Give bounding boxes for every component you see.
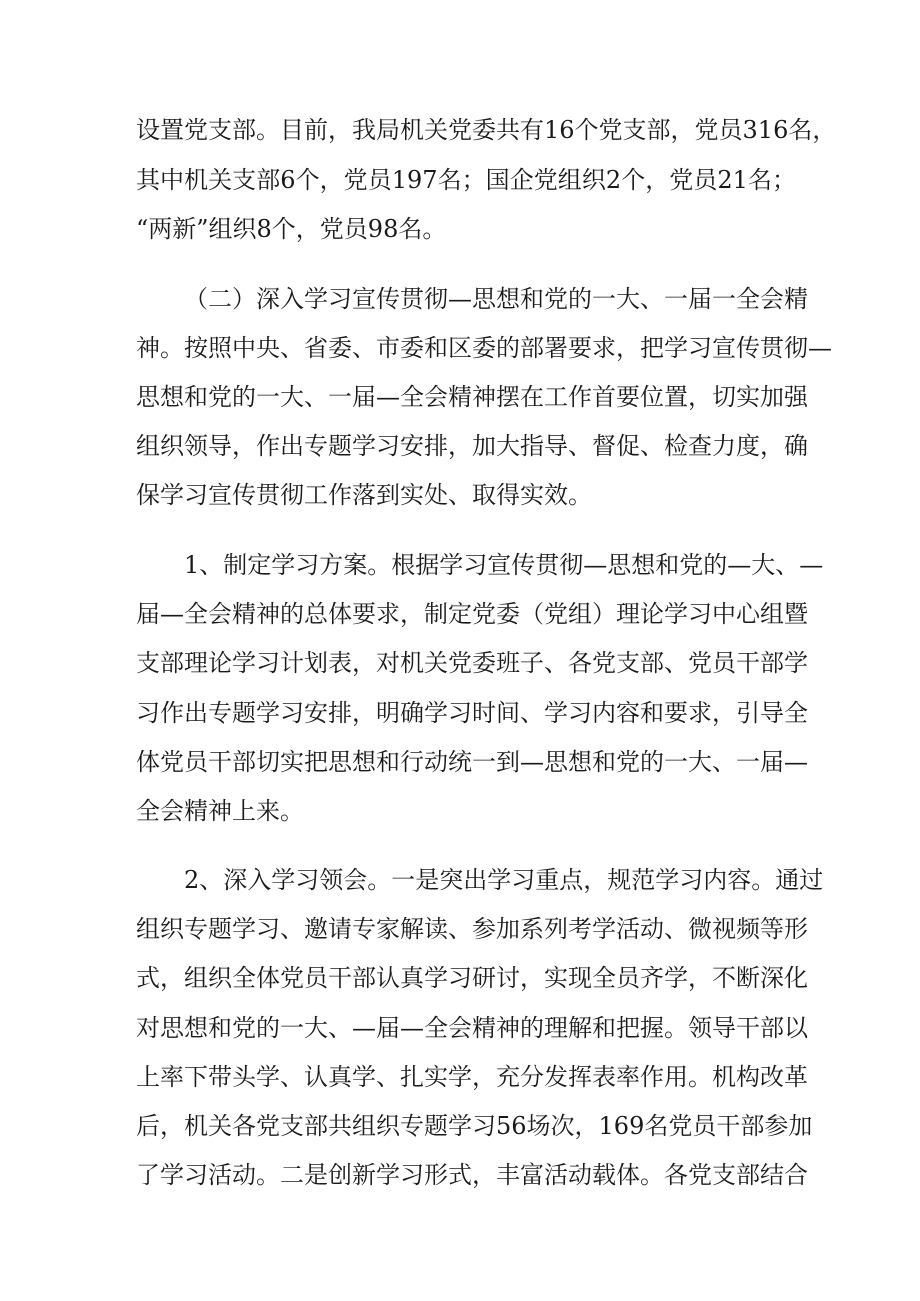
text-line: 设置党支部。目前，我局机关党委共有16个党支部，党员316名，: [136, 116, 837, 144]
text-line: 保学习宣传贯彻工作落到实处、取得实效。: [136, 481, 592, 509]
text-line: 全会精神上来。: [136, 797, 304, 825]
text-line: 上率下带头学、认真学、扎实学，充分发挥表率作用。机构改革: [136, 1063, 808, 1091]
text-line: 式，组织全体党员干部认真学习研讨，实现全员齐学，不断深化: [136, 964, 808, 992]
text-line: 思想和党的一大、一届—全会精神摆在工作首要位置，切实加强: [136, 383, 808, 411]
text-line: 了学习活动。二是创新学习形式，丰富活动载体。各党支部结合: [136, 1161, 808, 1189]
text-line: 后，机关各党支部共组织专题学习56场次，169名党员干部参加: [136, 1112, 813, 1140]
text-line: 组织领导，作出专题学习安排，加大指导、督促、检查力度，确: [136, 432, 808, 460]
text-line: 其中机关支部6个，党员197名；国企党组织2个，党员21名；: [136, 166, 796, 194]
text-line: 对思想和党的一大、—届—全会精神的理解和把握。领导干部以: [136, 1014, 808, 1042]
text-line: （二）深入学习宣传贯彻—思想和党的一大、一届一全会精: [184, 285, 808, 313]
text-line: 届—全会精神的总体要求，制定党委（党组）理论学习中心组暨: [136, 600, 808, 628]
text-line: 支部理论学习计划表，对机关党委班子、各党支部、党员干部学: [136, 649, 808, 677]
text-line: 体党员干部切实把思想和行动统一到—思想和党的一大、一届—: [136, 748, 808, 776]
text-line: 2、深入学习领会。一是突出学习重点，规范学习内容。通过: [184, 866, 824, 894]
text-line: 组织专题学习、邀请专家解读、参加系列考学活动、微视频等形: [136, 915, 808, 943]
text-line: “两新”组织8个，党员98名。: [136, 215, 447, 243]
text-line: 神。按照中央、省委、市委和区委的部署要求，把学习宣传贯彻—: [136, 334, 832, 362]
text-line: 1、制定学习方案。根据学习宣传贯彻—思想和党的—大、—: [184, 551, 824, 579]
text-line: 习作出专题学习安排，明确学习时间、学习内容和要求，引导全: [136, 699, 808, 727]
